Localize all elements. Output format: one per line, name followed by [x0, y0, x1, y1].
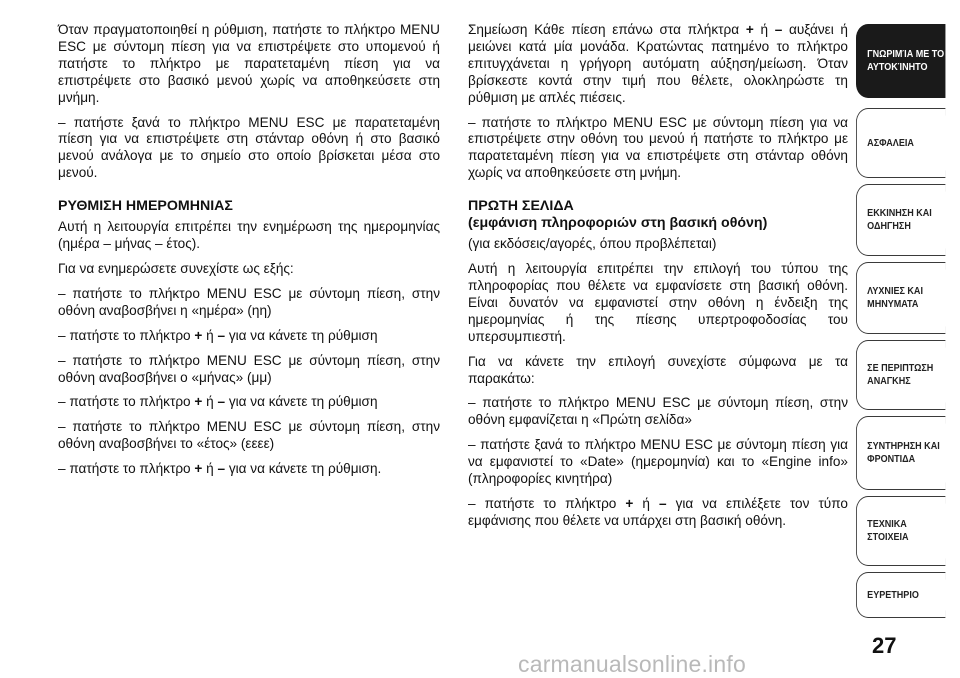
tab-label: ΕΚΚΙΝΗΣΗ ΚΑΙ ΟΔΗΓΗΣΗ [867, 207, 932, 232]
tab-technical-data[interactable] [856, 496, 945, 566]
heading-title: ΠΡΩΤΗ ΣΕΛΙΔΑ [468, 198, 574, 215]
paragraph: Αυτή η λειτουργία επιτρέπει την επιλογή του τύπου της πληροφορίας που θέλετε να εμφανίσετε στη βασική οθόνη. Είναι δυνατόν να εμφανιστεί στην οθόνη η ένδειξη της ημερομηνίας ή της πίεσης υπερτροφοδοσίας του υπερσυμπιεστή. [468, 261, 848, 344]
paragraph [58, 461, 440, 478]
minus-key-symbol: – [774, 22, 783, 37]
tab-label: ΤΕΧΝΙΚΑ ΣΤΟΙΧΕΙΑ [867, 518, 909, 543]
heading-subtitle: (εμφάνιση πληροφοριών στη βασική οθόνη) [468, 215, 768, 232]
plus-key-symbol: + [745, 22, 754, 37]
page-number: 27 [872, 633, 897, 658]
text: ή [202, 394, 218, 410]
tab-label: ΛΥΧΝΙΕΣ ΚΑΙ ΜΗΝΥΜΑΤΑ [867, 285, 923, 310]
minus-key-symbol: – [217, 394, 226, 410]
text: – πατήστε το πλήκτρο [58, 461, 195, 477]
text: – πατήστε το πλήκτρο [58, 394, 195, 410]
tab-label: ΑΣΦΑΛΕΙΑ [867, 136, 914, 149]
note-paragraph [468, 22, 848, 107]
tab-label: ΓΝΩΡΙΜΊΑ ΜΕ ΤΟ ΑΥΤΟΚΊΝΗΤΟ [867, 48, 945, 73]
paragraph: – πατήστε το πλήκτρο MENU ESC με σύντομη πίεση για να επιστρέψετε στην οθόνη του μενού ή πατήστε το πλήκτρο με παρατεταμένη πίεση για να επιστρέψετε στη στάνταρ οθόνη χωρίς να αποθηκεύσετε στη μνήμη. [468, 114, 848, 181]
paragraph: – πατήστε ξανά το πλήκτρο MENU ESC με σύντομη πίεση για να εμφανιστεί το «Date» (ημερομηνία) και το «Engine info» (πληροφορίες κινητήρα) [468, 437, 848, 487]
paragraph: Αυτή η λειτουργία επιτρέπει την ενημέρωση της ημερομηνίας (ημέρα – μήνας – έτος). [58, 219, 440, 252]
plus-key-symbol: + [194, 327, 203, 343]
paragraph: Για να ενημερώσετε συνεχίστε ως εξής: [58, 260, 294, 276]
plus-key-symbol: + [194, 394, 203, 410]
plus-key-symbol: + [625, 495, 634, 511]
text: ή [202, 461, 218, 477]
paragraph: – πατήστε το πλήκτρο MENU ESC με σύντομη πίεση, στην οθόνη εμφανίζεται η «Πρώτη σελίδα» [468, 395, 848, 428]
tab-safety[interactable] [856, 108, 945, 178]
paragraph: Όταν πραγματοποιηθεί η ρύθμιση, πατήστε το πλήκτρο MENU ESC με σύντομη πίεση για να επιστρέψετε στο υπομενού ή πατήστε το πλήκτρο με παρατεταμένη πίεση για να επιστρέψετε στο βασικό μενού χωρίς να αποθηκεύσετε στη μνήμη. [58, 22, 440, 105]
watermark: carmanualsonline.info [518, 651, 746, 677]
paragraph: – πατήστε ξανά το πλήκτρο MENU ESC με παρατεταμένη πίεση για να επιστρέψετε στη στάνταρ οθόνη ή στο βασικό μενού ανάλογα με το σημείο στο οποίο βρίσκεται μέσα στο μενού. [58, 114, 440, 181]
text: – πατήστε το πλήκτρο [468, 495, 626, 511]
tab-label: ΣΥΝΤΗΡΗΣΗ ΚΑΙ ΦΡΟΝΤΙΔΑ [867, 440, 940, 465]
tab-emergency[interactable] [856, 340, 945, 410]
tab-warning-lights-messages[interactable] [856, 262, 945, 334]
paragraph: Για να κάνετε την επιλογή συνεχίστε σύμφωνα με τα παρακάτω: [468, 353, 848, 386]
tab-starting-driving[interactable] [856, 184, 945, 256]
plus-key-symbol: + [194, 461, 203, 477]
paragraph [58, 394, 440, 411]
tab-label: ΣΕ ΠΕΡΙΠΤΩΣΗ ΑΝΑΓΚΗΣ [867, 362, 934, 387]
left-column [58, 22, 440, 486]
text: για να κάνετε τη ρύθμιση [225, 327, 378, 343]
tab-label: ΕΥΡΕΤΗΡΙΟ [867, 588, 919, 601]
text: για να κάνετε τη ρύθμιση. [225, 461, 382, 477]
paragraph [468, 496, 848, 530]
minus-key-symbol: – [217, 461, 226, 477]
text: για να επιλέξετε τον τύπο εμφάνισης που θέλετε να υπάρχει στη βασική οθόνη. [468, 495, 848, 528]
paragraph: – πατήστε το πλήκτρο MENU ESC με σύντομη πίεση, στην οθόνη αναβοσβήνει το «έτος» (εεεε) [58, 419, 440, 452]
section-heading-first-page [468, 198, 848, 232]
minus-key-symbol: – [658, 495, 667, 511]
text: για να κάνετε τη ρύθμιση [225, 394, 378, 410]
text: ή [202, 327, 218, 343]
minus-key-symbol: – [217, 327, 226, 343]
tab-getting-to-know-vehicle[interactable] [856, 24, 945, 98]
section-heading-date: ΡΥΘΜΙΣΗ ΗΜΕΡΟΜΗΝΙΑΣ [58, 198, 233, 215]
text: – πατήστε το πλήκτρο [58, 327, 195, 343]
text: αυξάνει ή μειώνει κατά μία μονάδα. Κρατώντας πατημένο το πλήκτρο επιτυγχάνεται η γρήγορη αυτόματη αύξηση/μείωση. Όταν βρίσκεστε κοντά στην τιμή που θέλετε, ολοκληρώστε τη ρύθμιση με απλές πιέσεις. [468, 22, 848, 105]
tab-maintenance-care[interactable] [856, 416, 945, 490]
paragraph [58, 328, 440, 345]
paragraph: – πατήστε το πλήκτρο MENU ESC με σύντομη πίεση, στην οθόνη αναβοσβήνει ο «μήνας» (μμ) [58, 352, 440, 385]
text: ή [753, 22, 775, 37]
text: Σημείωση Κάθε πίεση επάνω στα πλήκτρα [468, 22, 746, 37]
text: ή [633, 495, 659, 511]
tab-index[interactable] [856, 572, 945, 618]
paragraph: (για εκδόσεις/αγορές, όπου προβλέπεται) [468, 236, 717, 252]
chapter-tabs [856, 0, 960, 677]
right-column [468, 22, 848, 538]
paragraph: – πατήστε το πλήκτρο MENU ESC με σύντομη πίεση, στην οθόνη αναβοσβήνει η «ημέρα» (ηη) [58, 285, 440, 318]
